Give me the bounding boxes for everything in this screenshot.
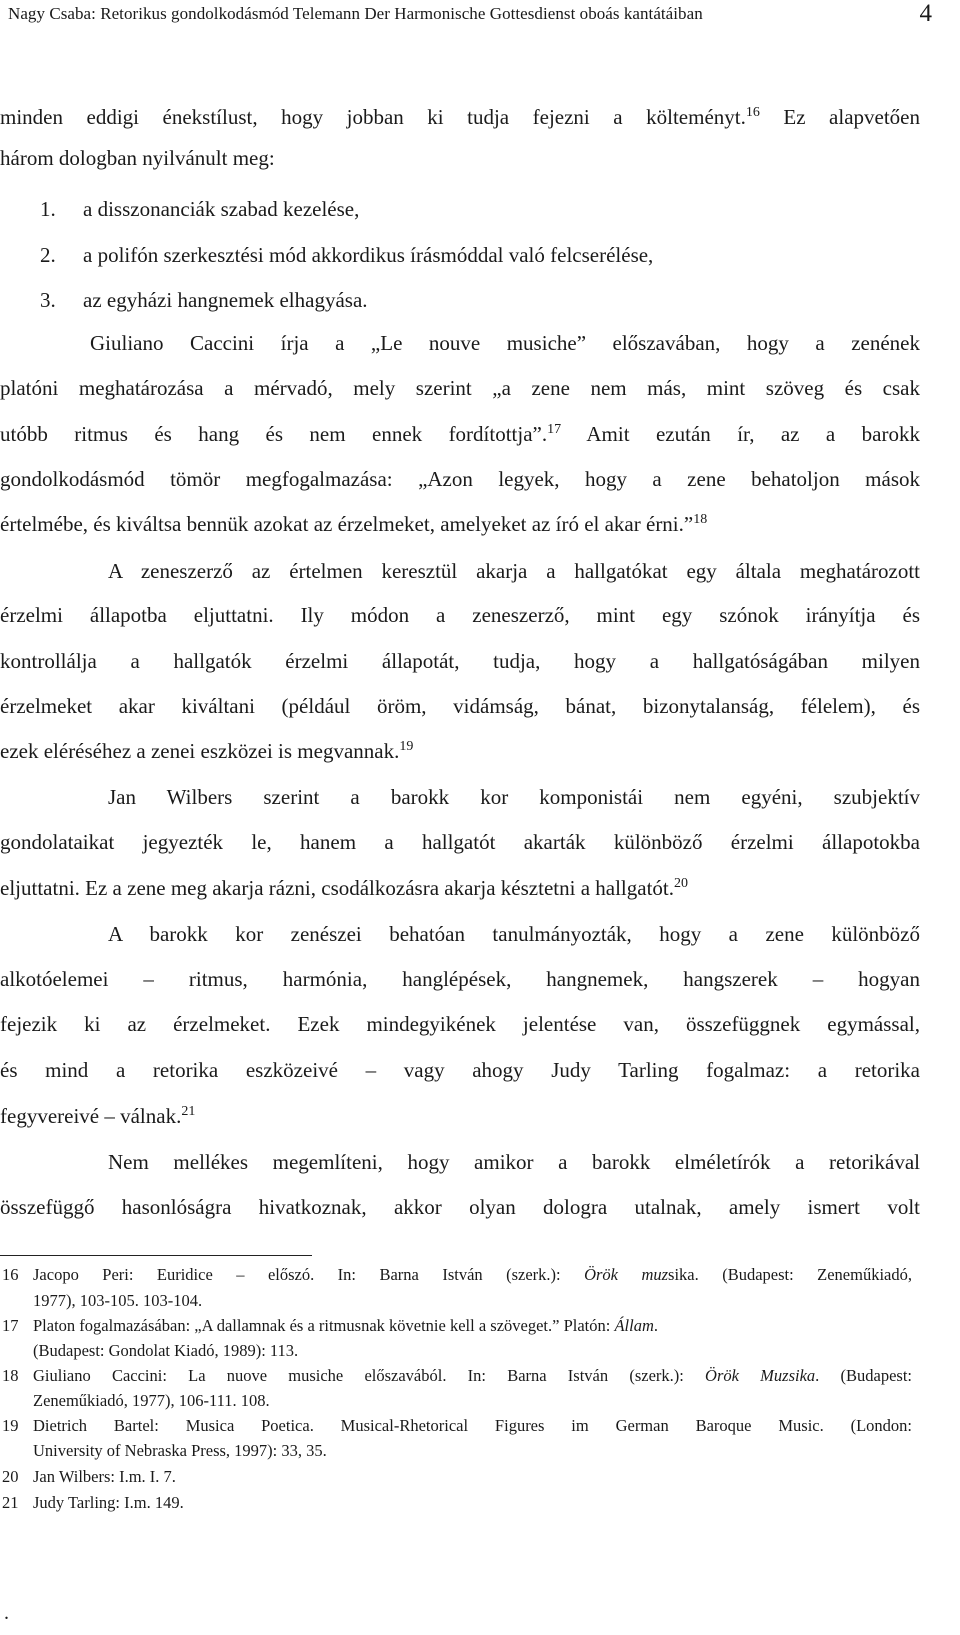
trailing-mark: .	[4, 1602, 9, 1624]
text-line: Jan Wilbers szerint a barokk kor komponistái nem egyéni, szubjektív	[108, 785, 920, 809]
text-line: értelmébe, és kiváltsa bennük azokat az érzelmeket, amelyeket az író el akar érni.”$^{18}$	[0, 512, 708, 536]
text-line: gondolkodásmód tömör megfogalmazása: „Azon legyek, hogy a zene behatoljon mások	[0, 467, 920, 491]
list-item: 3. az egyházi hangnemek elhagyása.	[40, 288, 368, 312]
footnote: 17 Platon fogalmazásában: „A dallamnak és a ritmusnak követnie kell a szöveget.” Platón: Állam.	[2, 1316, 658, 1335]
text-line: fejezik ki az érzelmeket. Ezek mindegyikének jelentése van, összefüggnek egymással,	[0, 1012, 920, 1036]
footnote: 21 Judy Tarling: I.m. 149.	[2, 1493, 184, 1512]
text-line: három dologban nyilvánult meg:	[0, 146, 275, 170]
text-line: gondolataikat jegyezték le, hanem a hallgatót akarták különböző érzelmi állapotokba	[0, 830, 920, 854]
footnote-continuation: Zeneműkiadó, 1977), 106-111. 108.	[33, 1391, 270, 1410]
running-header	[0, 0, 932, 40]
footnote-continuation: 1977), 103-105. 103-104.	[33, 1291, 203, 1310]
footnote-ref[interactable]: 19	[399, 739, 414, 754]
footnote: 16 Jacopo Peri: Euridice – előszó. In: Barna István (szerk.): Örök muzsika. (Budapest: Zeneműkiadó,	[2, 1265, 912, 1284]
text-line: ezek eléréséhez a zenei eszközei is megvannak.$^{19}$	[0, 739, 414, 763]
text-line: utóbb ritmus és hang és nem ennek fordítottja”.$^{17}$ Amit ezután ír, az a barokk	[0, 422, 920, 446]
text-line: Giuliano Caccini írja a „Le nouve musiche” előszavában, hogy a zenének	[90, 331, 920, 355]
footnote-separator	[0, 1255, 312, 1256]
footnote: 19 Dietrich Bartel: Musica Poetica. Musical-Rhetorical Figures im German Baroque Music. (London:	[2, 1416, 912, 1435]
text-line: Nem mellékes megemlíteni, hogy amikor a barokk elméletírók a retorikával	[108, 1150, 920, 1174]
list-item: 2. a polifón szerkesztési mód akkordikus írásmóddal való felcserélése,	[40, 243, 654, 267]
footnote-ref[interactable]: 21	[181, 1104, 196, 1119]
text-line: fegyvereivé – válnak.$^{21}$	[0, 1104, 196, 1128]
text-line: érzelmeket akar kiváltani (például öröm, vidámság, bánat, bizonytalanság, félelem), és	[0, 694, 920, 718]
running-title: Nagy Csaba: Retorikus gondolkodásmód Telemann Der Harmonische Gottesdienst oboás kantátáiban	[8, 4, 703, 23]
text-line: alkotóelemei – ritmus, harmónia, hanglépések, hangnemek, hangszerek – hogyan	[0, 967, 920, 991]
text-line: minden eddigi énekstílust, hogy jobban ki tudja fejezni a költeményt.$^{16}$ Ez alapvetően	[0, 105, 920, 129]
footnote-continuation: (Budapest: Gondolat Kiadó, 1989): 113.	[33, 1341, 299, 1360]
text-line: A zeneszerző az értelmen keresztül akarja a hallgatókat egy általa meghatározott	[108, 559, 920, 583]
text-line: és mind a retorika eszközeivé – vagy ahogy Judy Tarling fogalmaz: a retorika	[0, 1058, 920, 1082]
text-line: érzelmi állapotba eljuttatni. Ily módon a zeneszerző, mint egy szónok irányítja és	[0, 603, 920, 627]
footnote-ref[interactable]: 18	[693, 512, 708, 527]
text-line: kontrollálja a hallgatók érzelmi állapotát, tudja, hogy a hallgatóságában milyen	[0, 649, 920, 673]
footnote: 18 Giuliano Caccini: La nuove musiche előszavából. In: Barna István (szerk.): Örök Muzsika. (Budapest:	[2, 1366, 912, 1385]
footnote-ref[interactable]: 16	[745, 105, 760, 120]
list-item: 1. a disszonanciák szabad kezelése,	[40, 197, 360, 221]
footnote-ref[interactable]: 20	[674, 876, 688, 891]
footnote-ref[interactable]: 17	[547, 422, 562, 437]
text-line: eljuttatni. Ez a zene meg akarja rázni, csodálkozásra akarja késztetni a hallgatót.$^{20}$	[0, 876, 688, 900]
page-number: 4	[919, 0, 932, 27]
footnote-continuation: University of Nebraska Press, 1997): 33, 35.	[33, 1441, 327, 1460]
text-line: összefüggő hasonlóságra hivatkoznak, akkor olyan dologra utalnak, amely ismert volt	[0, 1195, 920, 1219]
footnote: 20 Jan Wilbers: I.m. I. 7.	[2, 1467, 176, 1486]
text-line: A barokk kor zenészei behatóan tanulmányozták, hogy a zene különböző	[108, 922, 920, 946]
text-line: platóni meghatározása a mérvadó, mely szerint „a zene nem más, mint szöveg és csak	[0, 376, 920, 400]
